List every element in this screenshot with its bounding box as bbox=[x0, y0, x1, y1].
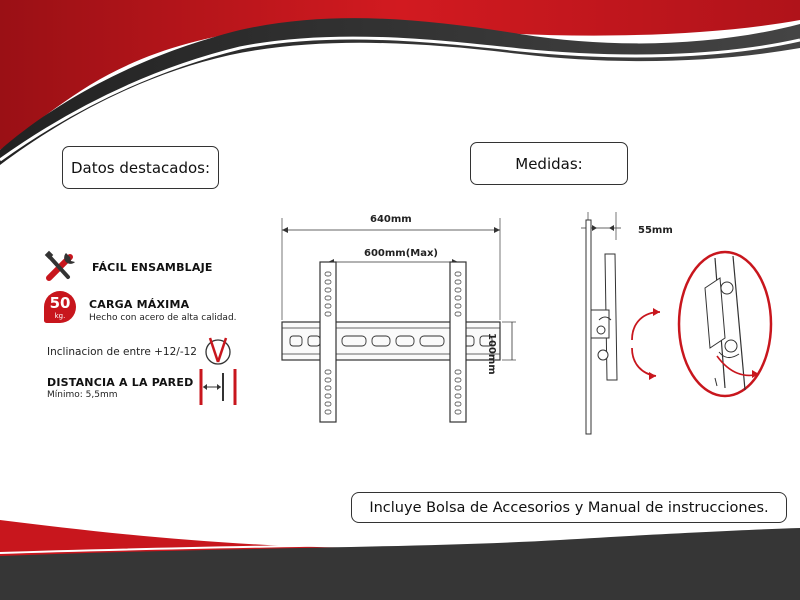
weight-badge-icon bbox=[44, 291, 76, 323]
highlights-heading: Datos destacados: bbox=[70, 158, 211, 177]
highlights-heading-box bbox=[62, 146, 219, 189]
feature-wall-distance-subtitle: Mínimo: 5,5mm bbox=[47, 390, 118, 400]
weight-badge-value: 50 bbox=[49, 294, 71, 312]
zoom-detail-drawing bbox=[675, 248, 775, 400]
height-label: 100mm bbox=[486, 333, 497, 375]
feature-wall-distance-title: DISTANCIA A LA PARED bbox=[47, 376, 194, 389]
feature-easy-assembly-title: FÁCIL ENSAMBLAJE bbox=[92, 261, 213, 274]
tilt-icon bbox=[203, 335, 233, 367]
tools-icon bbox=[44, 250, 78, 282]
accessories-note-box bbox=[351, 492, 787, 523]
measures-heading: Medidas: bbox=[515, 154, 583, 173]
measures-heading-box bbox=[470, 142, 628, 185]
depth-label: 55mm bbox=[638, 225, 673, 236]
feature-max-load-subtitle: Hecho con acero de alta calidad. bbox=[89, 313, 237, 323]
feature-max-load-title: CARGA MÁXIMA bbox=[89, 298, 190, 311]
feature-tilt-title: Inclinacion de entre +12/-12 bbox=[47, 346, 197, 358]
accessories-note: Incluye Bolsa de Accesorios y Manual de instrucciones. bbox=[369, 499, 769, 516]
front-view-drawing bbox=[270, 210, 520, 430]
wall-distance-icon bbox=[195, 367, 245, 407]
vesa-max-label: 600mm(Max) bbox=[364, 248, 439, 259]
overall-width-label: 640mm bbox=[370, 214, 412, 225]
tilt-arrows-icon bbox=[622, 300, 672, 390]
weight-badge-unit: kg. bbox=[54, 312, 66, 320]
